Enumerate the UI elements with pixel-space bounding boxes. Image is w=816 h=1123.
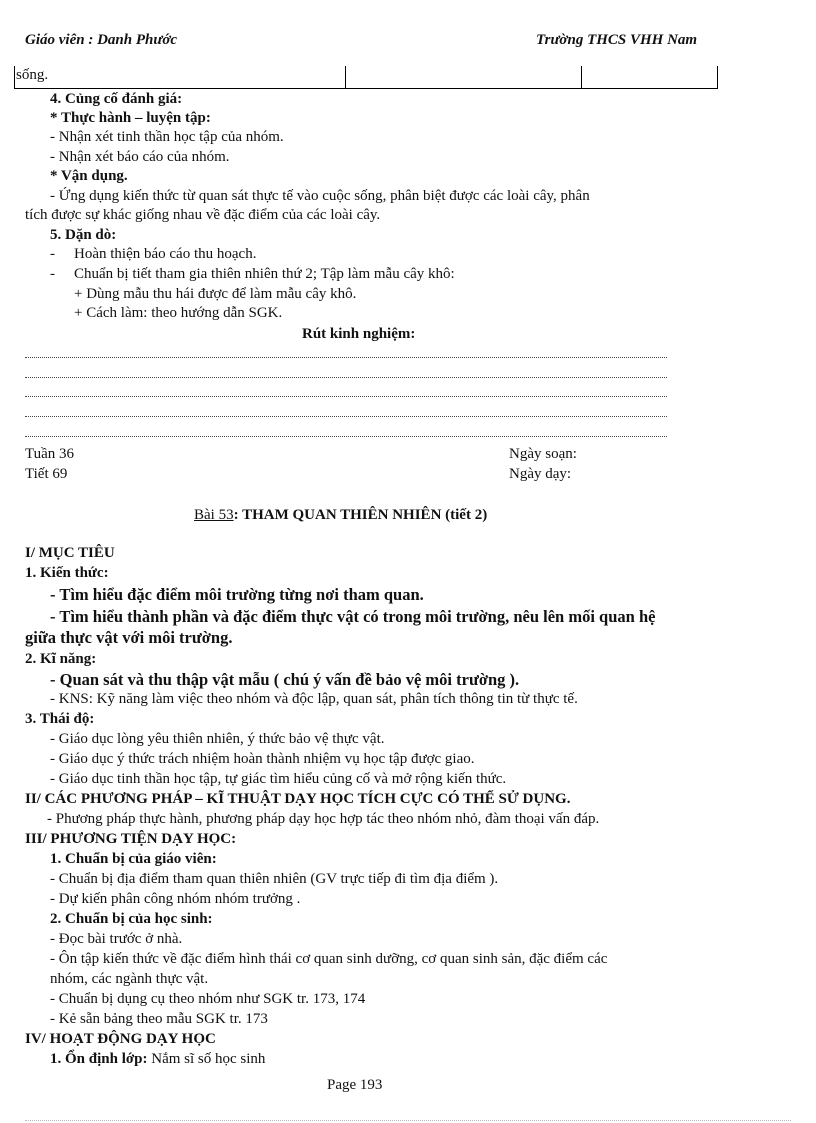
- text-hs2a: - Ôn tập kiến thức về đặc điểm hình thái cơ quan sinh dưỡng, cơ quan sinh sản, đặc điểm các: [50, 951, 608, 967]
- text-gv2: - Dự kiến phân công nhóm nhóm trưởng .: [50, 891, 301, 907]
- text-on-dinh: [50, 1050, 265, 1069]
- on-dinh-text: Nắm sĩ số học sinh: [147, 1051, 266, 1067]
- text-kn2: - KNS: Kỹ năng làm việc theo nhóm và độc lập, quan sát, phân tích thông tin từ thực tế.: [50, 691, 578, 707]
- heading-dan-do: 5. Dặn dò:: [50, 227, 117, 243]
- text-kt2a: - Tìm hiểu thành phần và đặc điểm thực vật có trong môi trường, nêu lên mối quan hệ: [50, 607, 656, 626]
- text-hs4: - Kẻ sẵn bảng theo mẫu SGK tr. 173: [50, 1011, 268, 1027]
- meta-ngay-soan: Ngày soạn:: [509, 446, 577, 462]
- text-td1: - Giáo dục lòng yêu thiên nhiên, ý thức bảo vệ thực vật.: [50, 731, 385, 747]
- meta-ngay-day: Ngày dạy:: [509, 466, 572, 482]
- table-divider: [345, 66, 346, 88]
- heading-cb-hs: 2. Chuẩn bị của học sinh:: [50, 911, 213, 927]
- header-teacher: Giáo viên : Danh Phước: [25, 32, 178, 48]
- dotted-note-line: [25, 377, 667, 378]
- heading-kien-thuc: 1. Kiến thức:: [25, 565, 109, 581]
- text-dd3: + Dùng mẫu thu hái được để làm mẫu cây khô.: [74, 286, 357, 302]
- text-dd1: Hoàn thiện báo cáo thu hoạch.: [74, 246, 257, 262]
- meta-tuan: Tuần 36: [25, 446, 75, 462]
- text-dd2: Chuẩn bị tiết tham gia thiên nhiên thứ 2; Tập làm mẫu cây khô:: [74, 266, 455, 282]
- section-hoat-dong: IV/ HOẠT ĐỘNG DẠY HỌC: [25, 1031, 216, 1047]
- heading-ki-nang: 2. Kĩ năng:: [25, 651, 97, 667]
- section-phuong-phap: II/ CÁC PHƯƠNG PHÁP – KĨ THUẬT DẠY HỌC TÍCH CỰC CÓ THỂ SỬ DỤNG.: [25, 791, 571, 807]
- text-hs3: - Chuẩn bị dụng cụ theo nhóm như SGK tr. 173, 174: [50, 991, 366, 1007]
- text-td3: - Giáo dục tinh thần học tập, tự giác tìm hiểu củng cố và mở rộng kiến thức.: [50, 771, 507, 787]
- text-dd4: + Cách làm: theo hướng dẫn SGK.: [74, 305, 283, 321]
- text-pp1: - Phương pháp thực hành, phương pháp dạy học hợp tác theo nhóm nhỏ, đàm thoại vấn đáp.: [47, 811, 600, 827]
- on-dinh-label: 1. Ổn định lớp:: [50, 1051, 148, 1067]
- table-divider: [581, 66, 582, 88]
- text-kt2b: giữa thực vật với môi trường.: [25, 628, 233, 647]
- text-nx1: - Nhận xét tinh thần học tập của nhóm.: [50, 129, 284, 145]
- text-ung-dung-2: tích được sự khác giống nhau về đặc điểm của các loài cây.: [25, 207, 381, 223]
- text-ung-dung-1: - Ứng dụng kiến thức từ quan sát thực tế vào cuộc sống, phân biệt được các loài cây, phân: [50, 188, 590, 204]
- text-hs1: - Đọc bài trước ở nhà.: [50, 931, 183, 947]
- bullet-dash: -: [50, 246, 55, 262]
- text-gv1: - Chuẩn bị địa điểm tham quan thiên nhiên (GV trực tiếp đi tìm địa điểm ).: [50, 871, 499, 887]
- page-number: Page 193: [327, 1077, 383, 1093]
- header-school: Trường THCS VHH Nam: [536, 32, 698, 48]
- footer-rule: [25, 1120, 791, 1121]
- heading-rut-kinh-nghiem: Rút kinh nghiệm:: [302, 326, 416, 342]
- dotted-note-line: [25, 416, 667, 417]
- dotted-note-line: [25, 436, 667, 437]
- heading-thai-do: 3. Thái độ:: [25, 711, 95, 727]
- table-cell-text: sống.: [16, 67, 49, 83]
- heading-cung-co: 4. Củng cố đánh giá:: [50, 91, 183, 107]
- meta-tiet: Tiết 69: [25, 466, 68, 482]
- heading-cb-gv: 1. Chuẩn bị của giáo viên:: [50, 851, 217, 867]
- dotted-note-line: [25, 396, 667, 397]
- heading-thuc-hanh: * Thực hành – luyện tập:: [50, 110, 211, 126]
- text-nx2: - Nhận xét báo cáo của nhóm.: [50, 149, 230, 165]
- lesson-title: [194, 506, 487, 525]
- text-kt1: - Tìm hiểu đặc điểm môi trường từng nơi tham quan.: [50, 585, 424, 604]
- dotted-note-line: [25, 357, 667, 358]
- lesson-number: Bài 53: [194, 507, 234, 523]
- bullet-dash: -: [50, 266, 55, 282]
- text-kn1: - Quan sát và thu thập vật mẫu ( chú ý vấn đề bảo vệ môi trường ).: [50, 670, 520, 689]
- heading-van-dung: * Vận dụng.: [50, 168, 128, 184]
- section-phuong-tien: III/ PHƯƠNG TIỆN DẠY HỌC:: [25, 831, 237, 847]
- table-remnant: [14, 66, 718, 89]
- text-td2: - Giáo dục ý thức trách nhiệm hoàn thành nhiệm vụ học tập được giao.: [50, 751, 475, 767]
- text-hs2b: nhóm, các ngành thực vật.: [50, 971, 209, 987]
- section-muc-tieu: I/ MỤC TIÊU: [25, 545, 115, 561]
- lesson-name: : THAM QUAN THIÊN NHIÊN (tiết 2): [233, 507, 488, 523]
